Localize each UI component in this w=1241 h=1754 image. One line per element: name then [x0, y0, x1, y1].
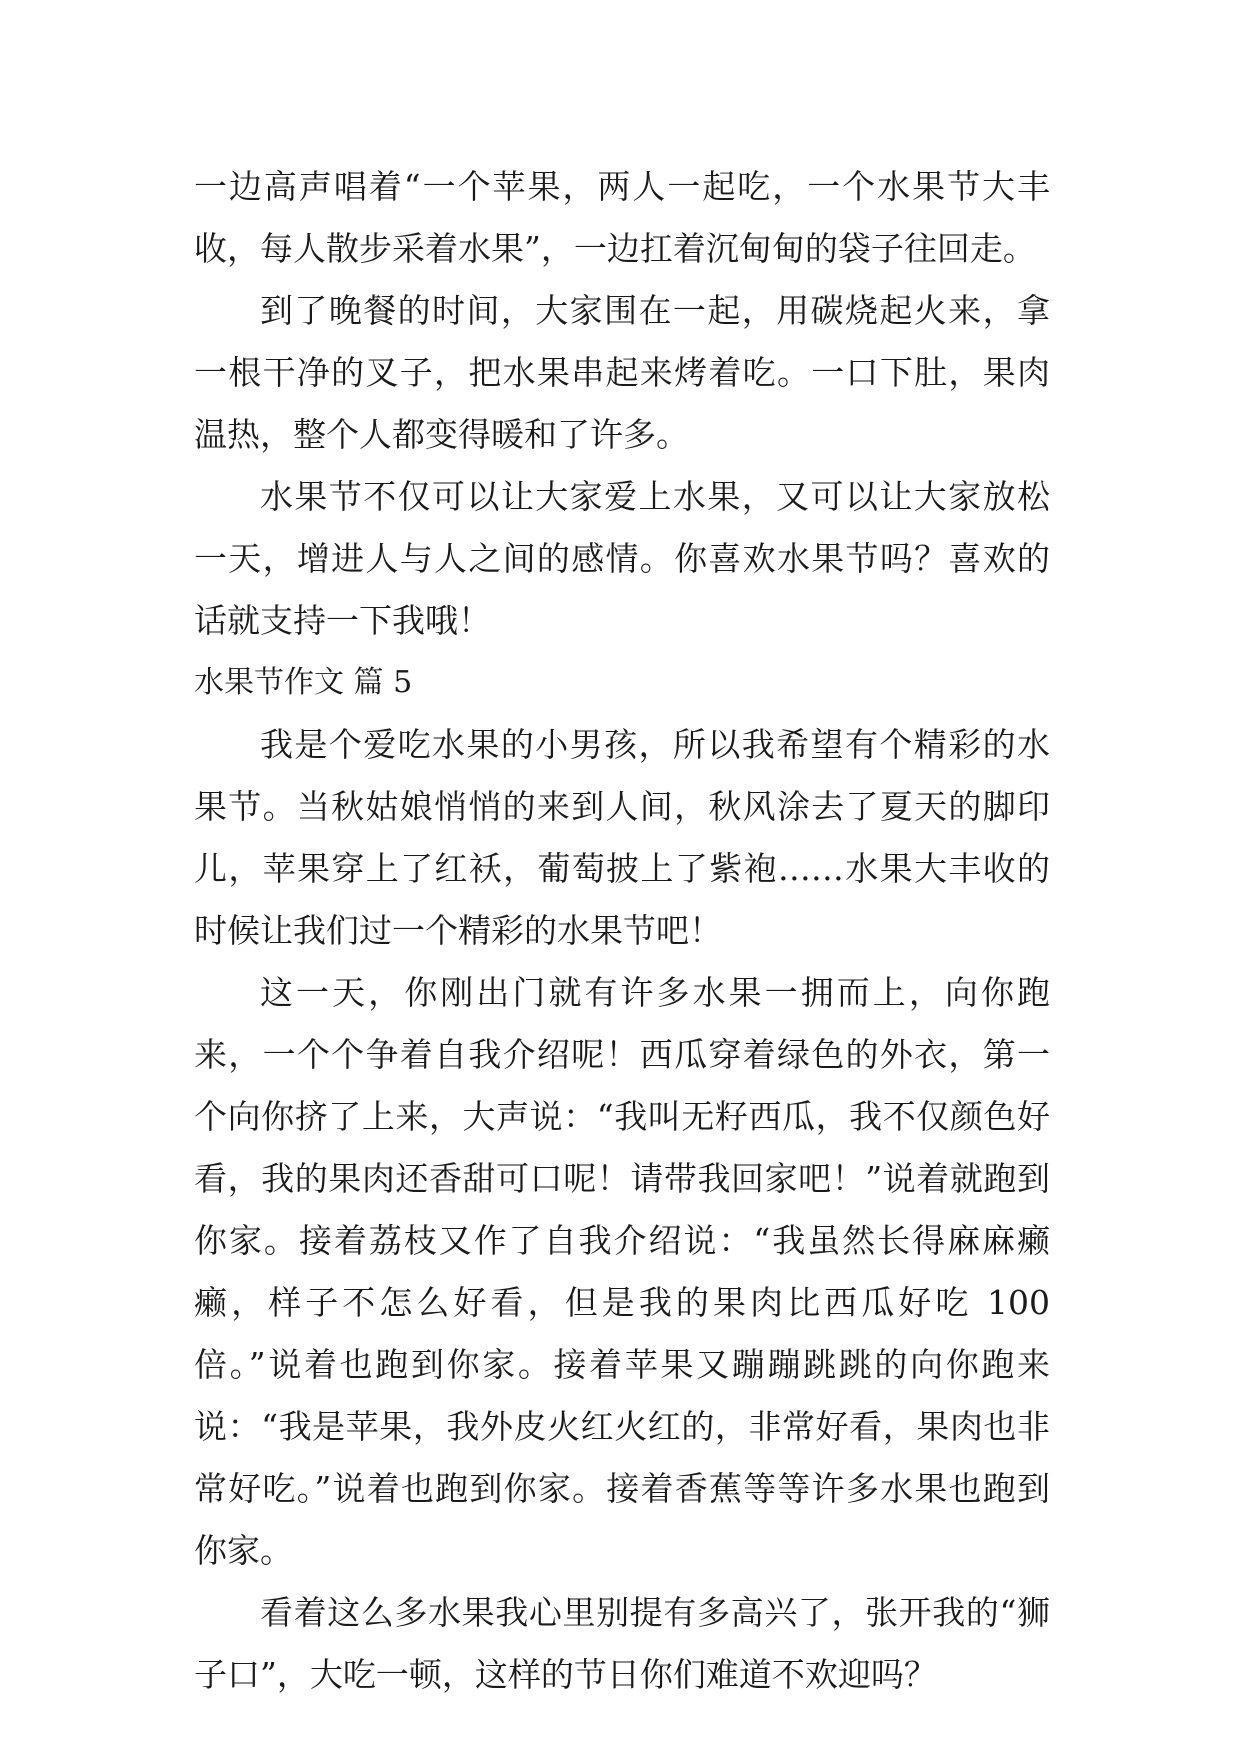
- paragraph-ending: 看着这么多水果我心里别提有多高兴了，张开我的“狮子口”，大吃一顿，这样的节日你们难道不欢迎吗？: [194, 1593, 1050, 1694]
- paragraph-intro: 我是个爱吃水果的小男孩，所以我希望有个精彩的水果节。当秋姑娘悄悄的来到人间，秋风涂去了夏天的脚印儿，苹果穿上了红袄，葡萄披上了紫袍……水果大丰收的时候让我们过一个精彩的水果节吧！: [194, 725, 1050, 950]
- paragraph-continued: 一边高声唱着“一个苹果，两人一起吃，一个水果节大丰收，每人散步采着水果”，一边扛着沉甸甸的袋子往回走。: [194, 167, 1050, 268]
- paragraph-dinner: 到了晚餐的时间，大家围在一起，用碳烧起火来，拿一根干净的叉子，把水果串起来烤着吃。一口下肚，果肉温热，整个人都变得暖和了许多。: [194, 291, 1050, 454]
- section-title: 水果节作文 篇 5: [194, 665, 413, 700]
- paragraph-fruits-introduce: 这一天，你刚出门就有许多水果一拥而上，向你跑来，一个个争着自我介绍呢！西瓜穿着绿色的外衣，第一个向你挤了上来，大声说：“我叫无籽西瓜，我不仅颜色好看，我的果肉还香甜可口呢！请带我回家吧！”说着就跑到你家。接着荔枝又作了自我介绍说：“我虽然长得麻麻癞癞，样子不怎么好看，但是我的果肉比西瓜好吃 100 倍。”说着也跑到你家。接着苹果又蹦蹦跳跳的向你跑来说：“我是苹果，我外皮火红火红的，非常好看，果肉也非常好吃。”说着也跑到你家。接着香蕉等等许多水果也跑到你家。: [194, 973, 1050, 1570]
- document-body: [194, 156, 1050, 1706]
- paragraph-conclusion: 水果节不仅可以让大家爱上水果，又可以让大家放松一天，增进人与人之间的感情。你喜欢水果节吗？喜欢的话就支持一下我哦！: [194, 477, 1050, 640]
